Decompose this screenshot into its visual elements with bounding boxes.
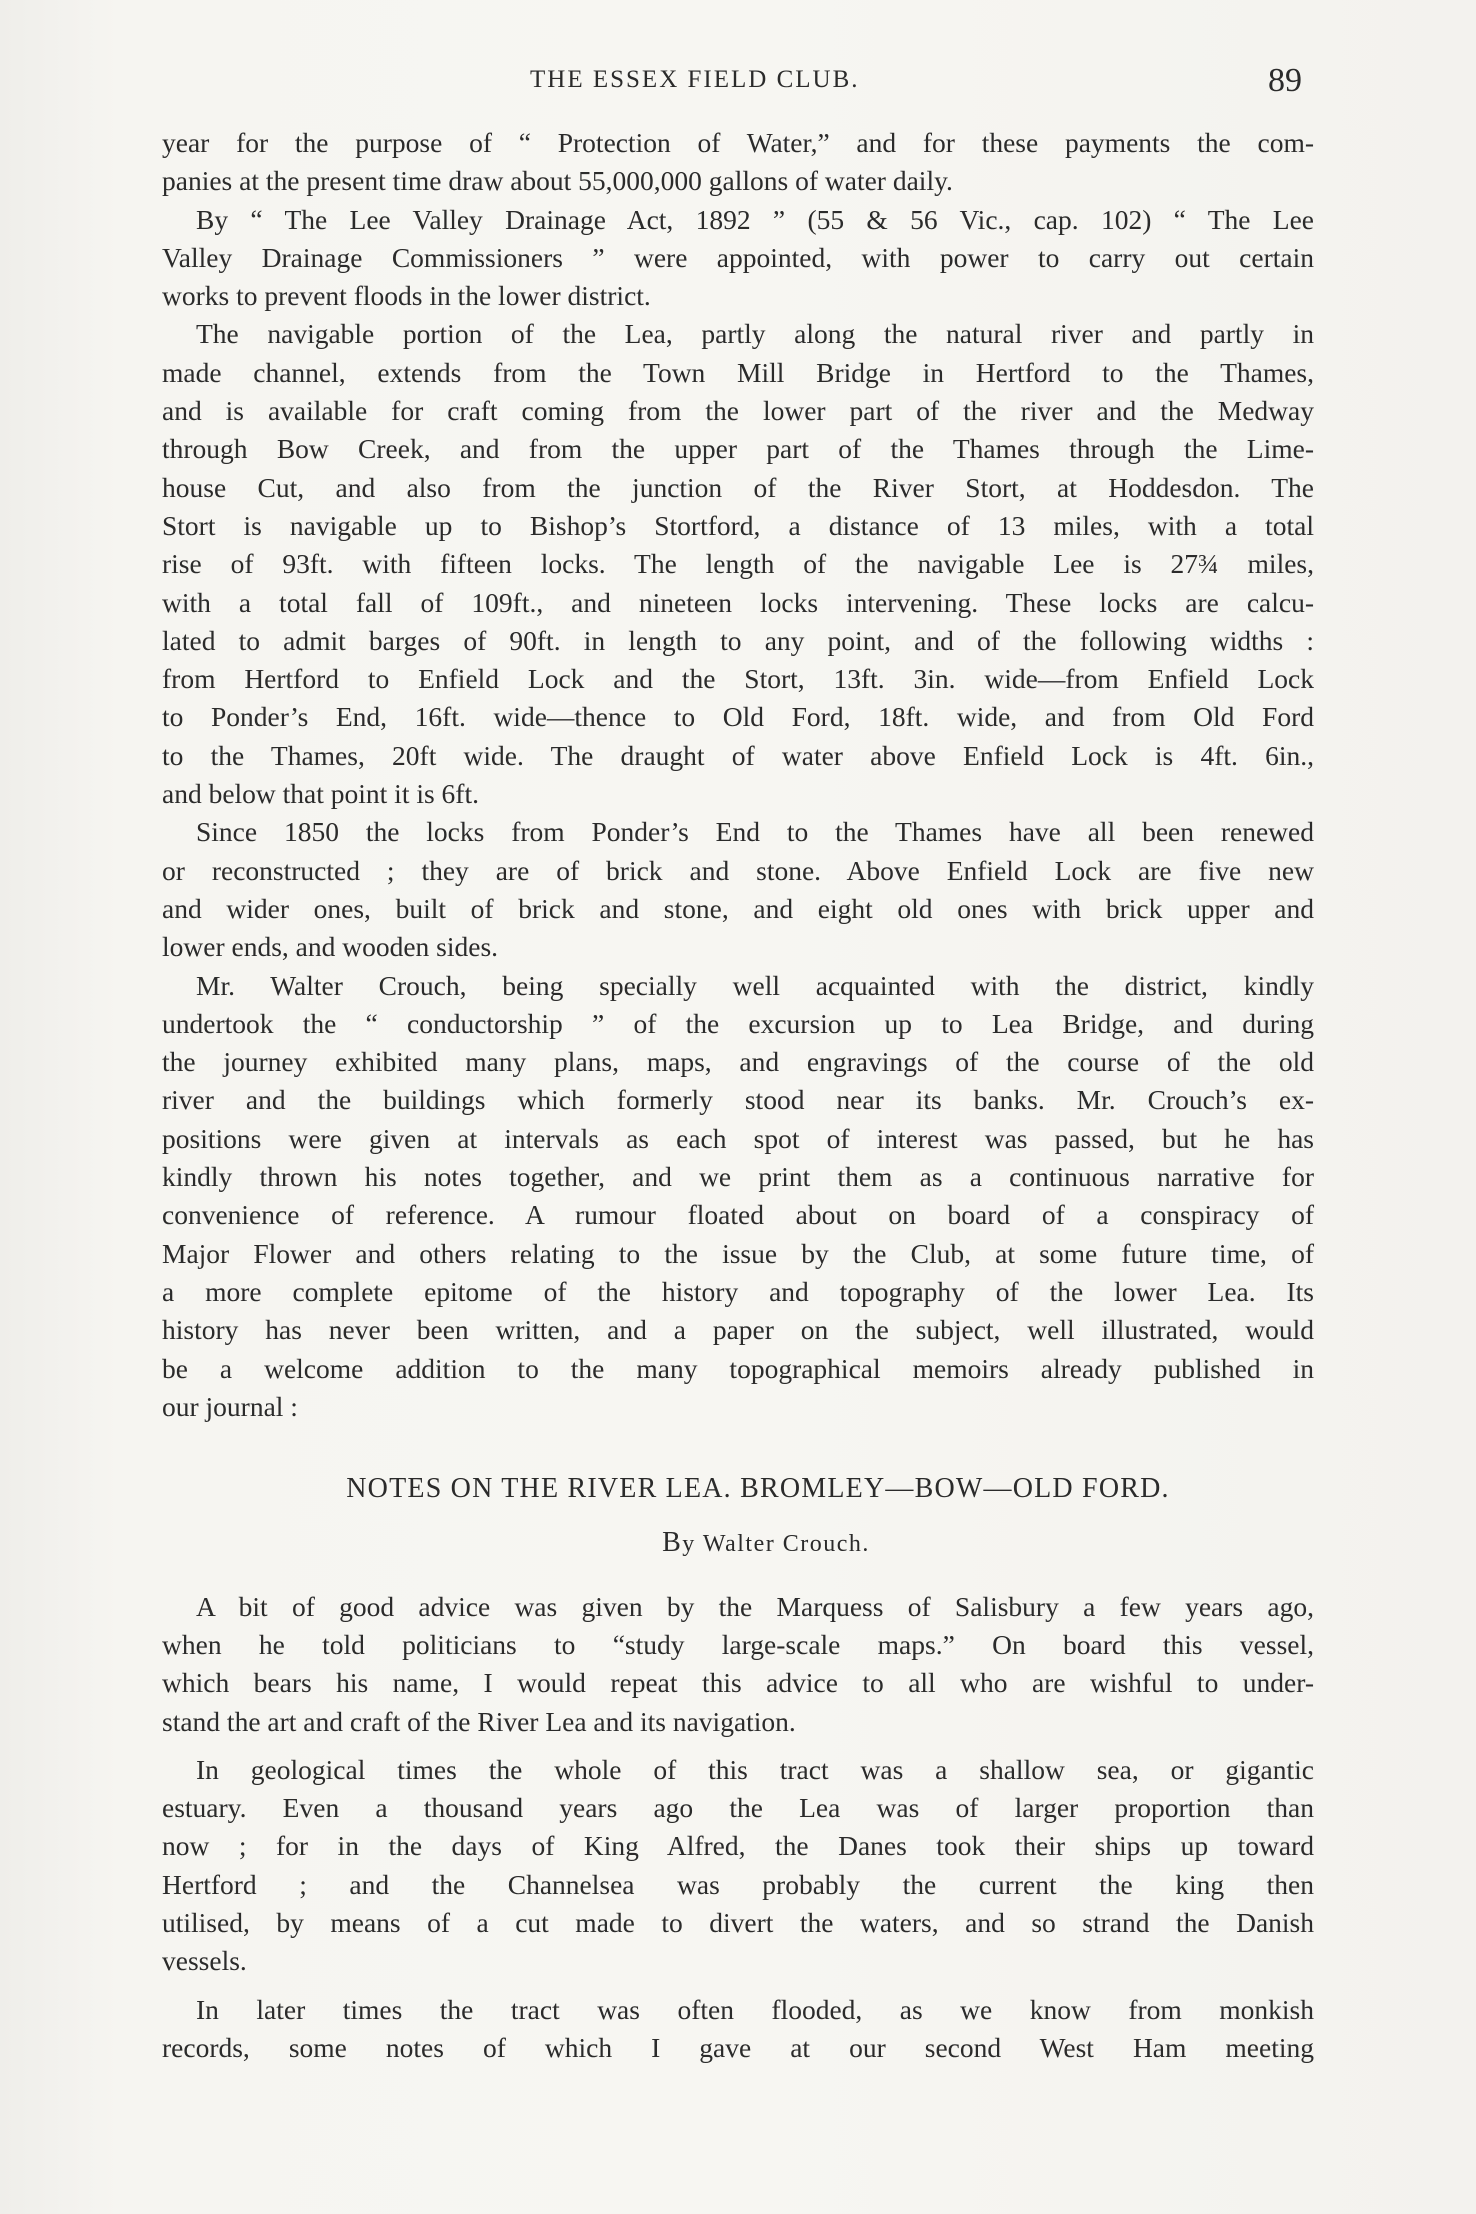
running-head bbox=[0, 62, 1476, 102]
text-line: In later times the tract was often flooded, as we know from monkish bbox=[196, 1993, 1314, 2025]
text-line: be a welcome addition to the many topographical memoirs already published in bbox=[162, 1352, 1314, 1384]
notes-paragraph-2 bbox=[162, 1751, 1314, 1981]
text-line: our journal : bbox=[162, 1390, 298, 1422]
text-line: made channel, extends from the Town Mill Bridge in Hertford to the Thames, bbox=[162, 356, 1314, 388]
text-line: Stort is navigable up to Bishop’s Stortford, a distance of 13 miles, with a total bbox=[162, 509, 1314, 541]
text-line: Hertford ; and the Channelsea was probably the current the king then bbox=[162, 1868, 1314, 1900]
text-line: records, some notes of which I gave at our second West Ham meeting bbox=[162, 2031, 1314, 2063]
text-line: year for the purpose of “ Protection of Water,” and for these payments the com- bbox=[162, 127, 1314, 158]
text-line: the journey exhibited many plans, maps, and engravings of the course of the old bbox=[162, 1046, 1314, 1078]
text-line: or reconstructed ; they are of brick and stone. Above Enfield Lock are five new bbox=[162, 854, 1314, 886]
text-line: convenience of reference. A rumour floated about on board of a conspiracy of bbox=[162, 1199, 1314, 1231]
text-line: The navigable portion of the Lea, partly along the natural river and partly in bbox=[196, 318, 1314, 350]
text-line: now ; for in the days of King Alfred, the Danes took their ships up toward bbox=[162, 1830, 1314, 1862]
text-line: lated to admit barges of 90ft. in length to any point, and of the following widths : bbox=[162, 624, 1314, 656]
text-line: and below that point it is 6ft. bbox=[162, 778, 479, 810]
text-line: In geological times the whole of this tract was a shallow sea, or gigantic bbox=[196, 1753, 1314, 1785]
page-number: 89 bbox=[1268, 62, 1302, 99]
text-line: history has never been written, and a paper on the subject, well illustrated, would bbox=[162, 1314, 1314, 1346]
text-line: to the Thames, 20ft wide. The draught of water above Enfield Lock is 4ft. 6in., bbox=[162, 739, 1314, 771]
text-line: By “ The Lee Valley Drainage Act, 1892 ” (55 & 56 Vic., cap. 102) “ The Lee bbox=[196, 203, 1314, 235]
text-line: stand the art and craft of the River Lea and its navigation. bbox=[162, 1705, 796, 1737]
text-line: house Cut, and also from the junction of the River Stort, at Hoddesdon. The bbox=[162, 471, 1314, 503]
notes-paragraph-3 bbox=[162, 1991, 1314, 2068]
text-line: estuary. Even a thousand years ago the Lea was of larger proportion than bbox=[162, 1792, 1314, 1824]
text-line: and is available for craft coming from the lower part of the river and the Medway bbox=[162, 395, 1314, 427]
text-line: Valley Drainage Commissioners ” were appointed, with power to carry out certain bbox=[162, 241, 1314, 273]
page-body bbox=[162, 124, 1314, 2067]
text-line: Major Flower and others relating to the issue by the Club, at some future time, of bbox=[162, 1237, 1314, 1269]
byline: By Walter Crouch. bbox=[662, 1527, 870, 1559]
text-line: works to prevent floods in the lower district. bbox=[162, 280, 651, 312]
text-line: vessels. bbox=[162, 1945, 247, 1977]
section-title: NOTES ON THE RIVER LEA. BROMLEY—BOW—OLD FORD. bbox=[346, 1473, 1170, 1505]
text-line: Since 1850 the locks from Ponder’s End to the Thames have all been renewed bbox=[196, 816, 1314, 848]
text-line: kindly thrown his notes together, and we print them as a continuous narrative for bbox=[162, 1161, 1314, 1193]
text-line: a more complete epitome of the history and topography of the lower Lea. Its bbox=[162, 1275, 1314, 1307]
text-line: which bears his name, I would repeat this advice to all who are wishful to under- bbox=[162, 1667, 1314, 1699]
header-title: THE ESSEX FIELD CLUB. bbox=[530, 66, 860, 93]
text-line: when he told politicians to “study large-scale maps.” On board this vessel, bbox=[162, 1628, 1314, 1660]
text-line: with a total fall of 109ft., and nineteen locks intervening. These locks are calcu- bbox=[162, 586, 1314, 618]
text-line: and wider ones, built of brick and stone, and eight old ones with brick upper and bbox=[162, 892, 1314, 924]
text-line: from Hertford to Enfield Lock and the Stort, 13ft. 3in. wide—from Enfield Lock bbox=[162, 663, 1314, 695]
text-line: A bit of good advice was given by the Marquess of Salisbury a few years ago, bbox=[196, 1590, 1314, 1622]
intro-paragraphs bbox=[162, 124, 1314, 1426]
text-line: panies at the present time draw about 55,000,000 gallons of water daily. bbox=[162, 165, 953, 197]
text-line: utilised, by means of a cut made to divert the waters, and so strand the Danish bbox=[162, 1907, 1314, 1939]
notes-paragraph-1 bbox=[162, 1588, 1314, 1741]
text-line: to Ponder’s End, 16ft. wide—thence to Old Ford, 18ft. wide, and from Old Ford bbox=[162, 701, 1314, 733]
text-line: undertook the “ conductorship ” of the excursion up to Lea Bridge, and during bbox=[162, 1007, 1314, 1039]
text-line: rise of 93ft. with fifteen locks. The length of the navigable Lee is 27¾ miles, bbox=[162, 548, 1314, 580]
text-line: Mr. Walter Crouch, being specially well acquainted with the district, kindly bbox=[196, 969, 1314, 1001]
text-line: lower ends, and wooden sides. bbox=[162, 931, 499, 963]
text-line: positions were given at intervals as each spot of interest was passed, but he has bbox=[162, 1122, 1314, 1154]
text-line: river and the buildings which formerly stood near its banks. Mr. Crouch’s ex- bbox=[162, 1084, 1314, 1116]
text-line: through Bow Creek, and from the upper part of the Thames through the Lime- bbox=[162, 433, 1314, 465]
